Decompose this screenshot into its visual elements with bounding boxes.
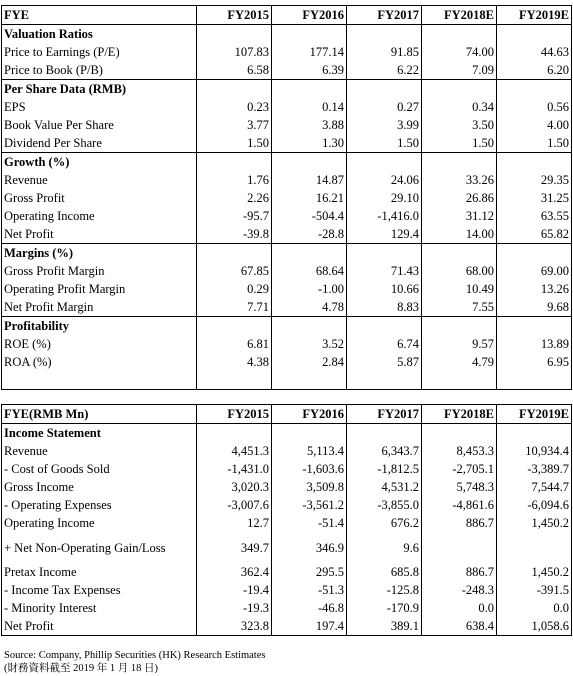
empty-cell <box>497 317 572 336</box>
row-value: 389.1 <box>347 617 422 636</box>
row-value <box>497 532 572 563</box>
empty-cell <box>347 317 422 336</box>
row-value: 4.79 <box>422 353 497 371</box>
row-value: -248.3 <box>422 581 497 599</box>
row-value: 323.8 <box>197 617 272 636</box>
section-title: Growth (%) <box>2 153 197 172</box>
table-row <box>2 298 572 317</box>
row-value: -46.8 <box>272 599 347 617</box>
row-value: 886.7 <box>422 563 497 581</box>
empty-cell <box>2 371 197 390</box>
financial-ratios-table <box>1 5 572 390</box>
row-value: 0.27 <box>347 98 422 116</box>
row-value: -51.3 <box>272 581 347 599</box>
row-value: -504.4 <box>272 207 347 225</box>
row-value: 346.9 <box>272 532 347 563</box>
row-value: -3,007.6 <box>197 496 272 514</box>
row-value: 13.89 <box>497 335 572 353</box>
row-label: Revenue <box>2 171 197 189</box>
row-label: - Income Tax Expenses <box>2 581 197 599</box>
table-row <box>2 225 572 244</box>
empty-cell <box>422 244 497 263</box>
row-value: 4,451.3 <box>197 442 272 460</box>
table-row <box>2 353 572 371</box>
row-label: Operating Profit Margin <box>2 280 197 298</box>
row-value: 6.58 <box>197 61 272 80</box>
section-header-row <box>2 25 572 44</box>
row-value: 3.99 <box>347 116 422 134</box>
row-value: 3.50 <box>422 116 497 134</box>
row-value: 9.6 <box>347 532 422 563</box>
row-value: 4.38 <box>197 353 272 371</box>
row-value: 6.20 <box>497 61 572 80</box>
empty-cell <box>497 244 572 263</box>
empty-cell <box>497 153 572 172</box>
row-value: -19.4 <box>197 581 272 599</box>
row-value: 0.0 <box>422 599 497 617</box>
row-value: 65.82 <box>497 225 572 244</box>
section-header-row <box>2 80 572 99</box>
row-value: 4,531.2 <box>347 478 422 496</box>
section-header-row <box>2 153 572 172</box>
section-title: Valuation Ratios <box>2 25 197 44</box>
row-value: 1,058.6 <box>497 617 572 636</box>
row-value: 6.95 <box>497 353 572 371</box>
table-row <box>2 460 572 478</box>
row-value: 0.56 <box>497 98 572 116</box>
row-label: - Minority Interest <box>2 599 197 617</box>
row-value: 2.84 <box>272 353 347 371</box>
source-date-note: (財務資料截至 2019 年 1 月 18 日) <box>4 663 158 674</box>
row-label: ROE (%) <box>2 335 197 353</box>
table-row <box>2 207 572 225</box>
row-value: 24.06 <box>347 171 422 189</box>
row-value: 4.78 <box>272 298 347 317</box>
empty-cell <box>272 153 347 172</box>
row-value: -1,812.5 <box>347 460 422 478</box>
row-value: 16.21 <box>272 189 347 207</box>
row-label: EPS <box>2 98 197 116</box>
empty-cell <box>422 25 497 44</box>
section-header-row <box>2 424 572 443</box>
row-value: 0.34 <box>422 98 497 116</box>
row-value: 12.7 <box>197 514 272 532</box>
empty-cell <box>347 424 422 443</box>
header-label: FYE <box>2 6 197 25</box>
row-value: 31.12 <box>422 207 497 225</box>
year-header: FY2017 <box>347 6 422 25</box>
empty-cell <box>197 244 272 263</box>
row-value: -2,705.1 <box>422 460 497 478</box>
row-value: 6,343.7 <box>347 442 422 460</box>
row-value: -125.8 <box>347 581 422 599</box>
row-label: Net Profit <box>2 225 197 244</box>
row-value: 7.09 <box>422 61 497 80</box>
row-value: 1.30 <box>272 134 347 153</box>
row-value: 4.00 <box>497 116 572 134</box>
empty-cell <box>497 80 572 99</box>
row-value: 0.14 <box>272 98 347 116</box>
empty-cell <box>272 317 347 336</box>
row-value: 10,934.4 <box>497 442 572 460</box>
row-value: 3.77 <box>197 116 272 134</box>
row-value: 14.00 <box>422 225 497 244</box>
empty-cell <box>347 244 422 263</box>
year-header: FY2016 <box>272 405 347 424</box>
empty-cell <box>197 25 272 44</box>
row-value: 31.25 <box>497 189 572 207</box>
year-header: FY2017 <box>347 405 422 424</box>
empty-cell <box>197 317 272 336</box>
section-title: Per Share Data (RMB) <box>2 80 197 99</box>
row-value: 1.50 <box>197 134 272 153</box>
row-value: 197.4 <box>272 617 347 636</box>
row-value: 349.7 <box>197 532 272 563</box>
row-label: Operating Income <box>2 207 197 225</box>
section-title: Profitability <box>2 317 197 336</box>
row-value: 3.88 <box>272 116 347 134</box>
row-value: -28.8 <box>272 225 347 244</box>
table-row <box>2 134 572 153</box>
row-value <box>422 532 497 563</box>
row-value: -3,389.7 <box>497 460 572 478</box>
year-header: FY2019E <box>497 405 572 424</box>
row-value: 68.64 <box>272 262 347 280</box>
row-value: 67.85 <box>197 262 272 280</box>
table-row <box>2 335 572 353</box>
row-value: 685.8 <box>347 563 422 581</box>
table-row <box>2 189 572 207</box>
row-label: Gross Profit Margin <box>2 262 197 280</box>
row-label: Operating Income <box>2 514 197 532</box>
table-row <box>2 262 572 280</box>
table-row <box>2 98 572 116</box>
section-title: Margins (%) <box>2 244 197 263</box>
row-value: 1.50 <box>497 134 572 153</box>
row-value: 676.2 <box>347 514 422 532</box>
row-label: - Cost of Goods Sold <box>2 460 197 478</box>
row-value: 8.83 <box>347 298 422 317</box>
row-value: 107.83 <box>197 43 272 61</box>
row-value: 0.29 <box>197 280 272 298</box>
row-value: 1.50 <box>347 134 422 153</box>
year-header: FY2016 <box>272 6 347 25</box>
row-value: -95.7 <box>197 207 272 225</box>
empty-cell <box>272 25 347 44</box>
row-value: 177.14 <box>272 43 347 61</box>
row-value: 6.39 <box>272 61 347 80</box>
row-value: -6,094.6 <box>497 496 572 514</box>
row-value: -1.00 <box>272 280 347 298</box>
table-row <box>2 532 572 563</box>
row-value: 0.0 <box>497 599 572 617</box>
income-statement-table <box>1 404 572 636</box>
empty-cell <box>197 371 272 390</box>
table-row <box>2 563 572 581</box>
table-row <box>2 171 572 189</box>
row-value: 1,450.2 <box>497 563 572 581</box>
table-row <box>2 478 572 496</box>
row-value: 129.4 <box>347 225 422 244</box>
row-label: Net Profit Margin <box>2 298 197 317</box>
row-value: -170.9 <box>347 599 422 617</box>
source-line: Source: Company, Phillip Securities (HK) Research Estimates <box>4 650 266 661</box>
row-label: Pretax Income <box>2 563 197 581</box>
row-value: 6.22 <box>347 61 422 80</box>
row-value: 71.43 <box>347 262 422 280</box>
row-value: 3,509.8 <box>272 478 347 496</box>
table-row <box>2 442 572 460</box>
year-header: FY2018E <box>422 6 497 25</box>
row-value: -3,561.2 <box>272 496 347 514</box>
empty-cell <box>422 153 497 172</box>
empty-cell <box>272 371 347 390</box>
row-value: 7.55 <box>422 298 497 317</box>
spacer-row <box>2 371 572 390</box>
row-value: 69.00 <box>497 262 572 280</box>
header-label: FYE(RMB Mn) <box>2 405 197 424</box>
row-label: - Operating Expenses <box>2 496 197 514</box>
row-value: 6.81 <box>197 335 272 353</box>
empty-cell <box>347 80 422 99</box>
empty-cell <box>422 371 497 390</box>
row-value: 5,748.3 <box>422 478 497 496</box>
row-value: 74.00 <box>422 43 497 61</box>
row-value: 1.50 <box>422 134 497 153</box>
row-value: 362.4 <box>197 563 272 581</box>
empty-cell <box>197 80 272 99</box>
header-row <box>2 6 572 25</box>
empty-cell <box>347 25 422 44</box>
row-label: Dividend Per Share <box>2 134 197 153</box>
empty-cell <box>272 80 347 99</box>
row-value: 886.7 <box>422 514 497 532</box>
empty-cell <box>497 424 572 443</box>
row-value: 7,544.7 <box>497 478 572 496</box>
row-value: -1,431.0 <box>197 460 272 478</box>
row-value: 638.4 <box>422 617 497 636</box>
row-value: 5.87 <box>347 353 422 371</box>
empty-cell <box>497 371 572 390</box>
row-value: -3,855.0 <box>347 496 422 514</box>
year-header: FY2015 <box>197 405 272 424</box>
row-label: ROA (%) <box>2 353 197 371</box>
row-value: 0.23 <box>197 98 272 116</box>
table-row <box>2 581 572 599</box>
row-label: Price to Book (P/B) <box>2 61 197 80</box>
row-value: 9.68 <box>497 298 572 317</box>
empty-cell <box>347 371 422 390</box>
table-row <box>2 61 572 80</box>
row-value: 3,020.3 <box>197 478 272 496</box>
row-value: 10.49 <box>422 280 497 298</box>
empty-cell <box>497 25 572 44</box>
row-label: + Net Non-Operating Gain/Loss <box>2 532 197 563</box>
row-value: 91.85 <box>347 43 422 61</box>
row-value: 44.63 <box>497 43 572 61</box>
row-value: 10.66 <box>347 280 422 298</box>
empty-cell <box>197 424 272 443</box>
year-header: FY2015 <box>197 6 272 25</box>
table-row <box>2 496 572 514</box>
row-value: 13.26 <box>497 280 572 298</box>
row-value: 5,113.4 <box>272 442 347 460</box>
row-value: 2.26 <box>197 189 272 207</box>
table-row <box>2 116 572 134</box>
row-value: 7.71 <box>197 298 272 317</box>
row-value: 26.86 <box>422 189 497 207</box>
empty-cell <box>347 153 422 172</box>
empty-cell <box>197 153 272 172</box>
row-value: 3.52 <box>272 335 347 353</box>
row-value: -51.4 <box>272 514 347 532</box>
section-title: Income Statement <box>2 424 197 443</box>
row-value: -4,861.6 <box>422 496 497 514</box>
row-value: -391.5 <box>497 581 572 599</box>
empty-cell <box>422 317 497 336</box>
row-label: Book Value Per Share <box>2 116 197 134</box>
row-value: 63.55 <box>497 207 572 225</box>
row-label: Net Profit <box>2 617 197 636</box>
row-label: Revenue <box>2 442 197 460</box>
row-value: -1,416.0 <box>347 207 422 225</box>
year-header: FY2018E <box>422 405 497 424</box>
row-value: -1,603.6 <box>272 460 347 478</box>
row-label: Price to Earnings (P/E) <box>2 43 197 61</box>
table-row <box>2 617 572 636</box>
row-label: Gross Income <box>2 478 197 496</box>
empty-cell <box>272 244 347 263</box>
row-value: 68.00 <box>422 262 497 280</box>
table-row <box>2 280 572 298</box>
empty-cell <box>422 80 497 99</box>
row-value: 8,453.3 <box>422 442 497 460</box>
row-value: 29.10 <box>347 189 422 207</box>
row-value: 295.5 <box>272 563 347 581</box>
table-row <box>2 599 572 617</box>
row-value: -39.8 <box>197 225 272 244</box>
row-value: 1,450.2 <box>497 514 572 532</box>
row-value: 33.26 <box>422 171 497 189</box>
row-value: 9.57 <box>422 335 497 353</box>
table-row <box>2 43 572 61</box>
source-note <box>4 649 265 675</box>
section-header-row <box>2 244 572 263</box>
row-label: Gross Profit <box>2 189 197 207</box>
row-value: 6.74 <box>347 335 422 353</box>
empty-cell <box>272 424 347 443</box>
row-value: 29.35 <box>497 171 572 189</box>
section-header-row <box>2 317 572 336</box>
empty-cell <box>422 424 497 443</box>
year-header: FY2019E <box>497 6 572 25</box>
header-row <box>2 405 572 424</box>
row-value: -19.3 <box>197 599 272 617</box>
row-value: 14.87 <box>272 171 347 189</box>
row-value: 1.76 <box>197 171 272 189</box>
table-row <box>2 514 572 532</box>
